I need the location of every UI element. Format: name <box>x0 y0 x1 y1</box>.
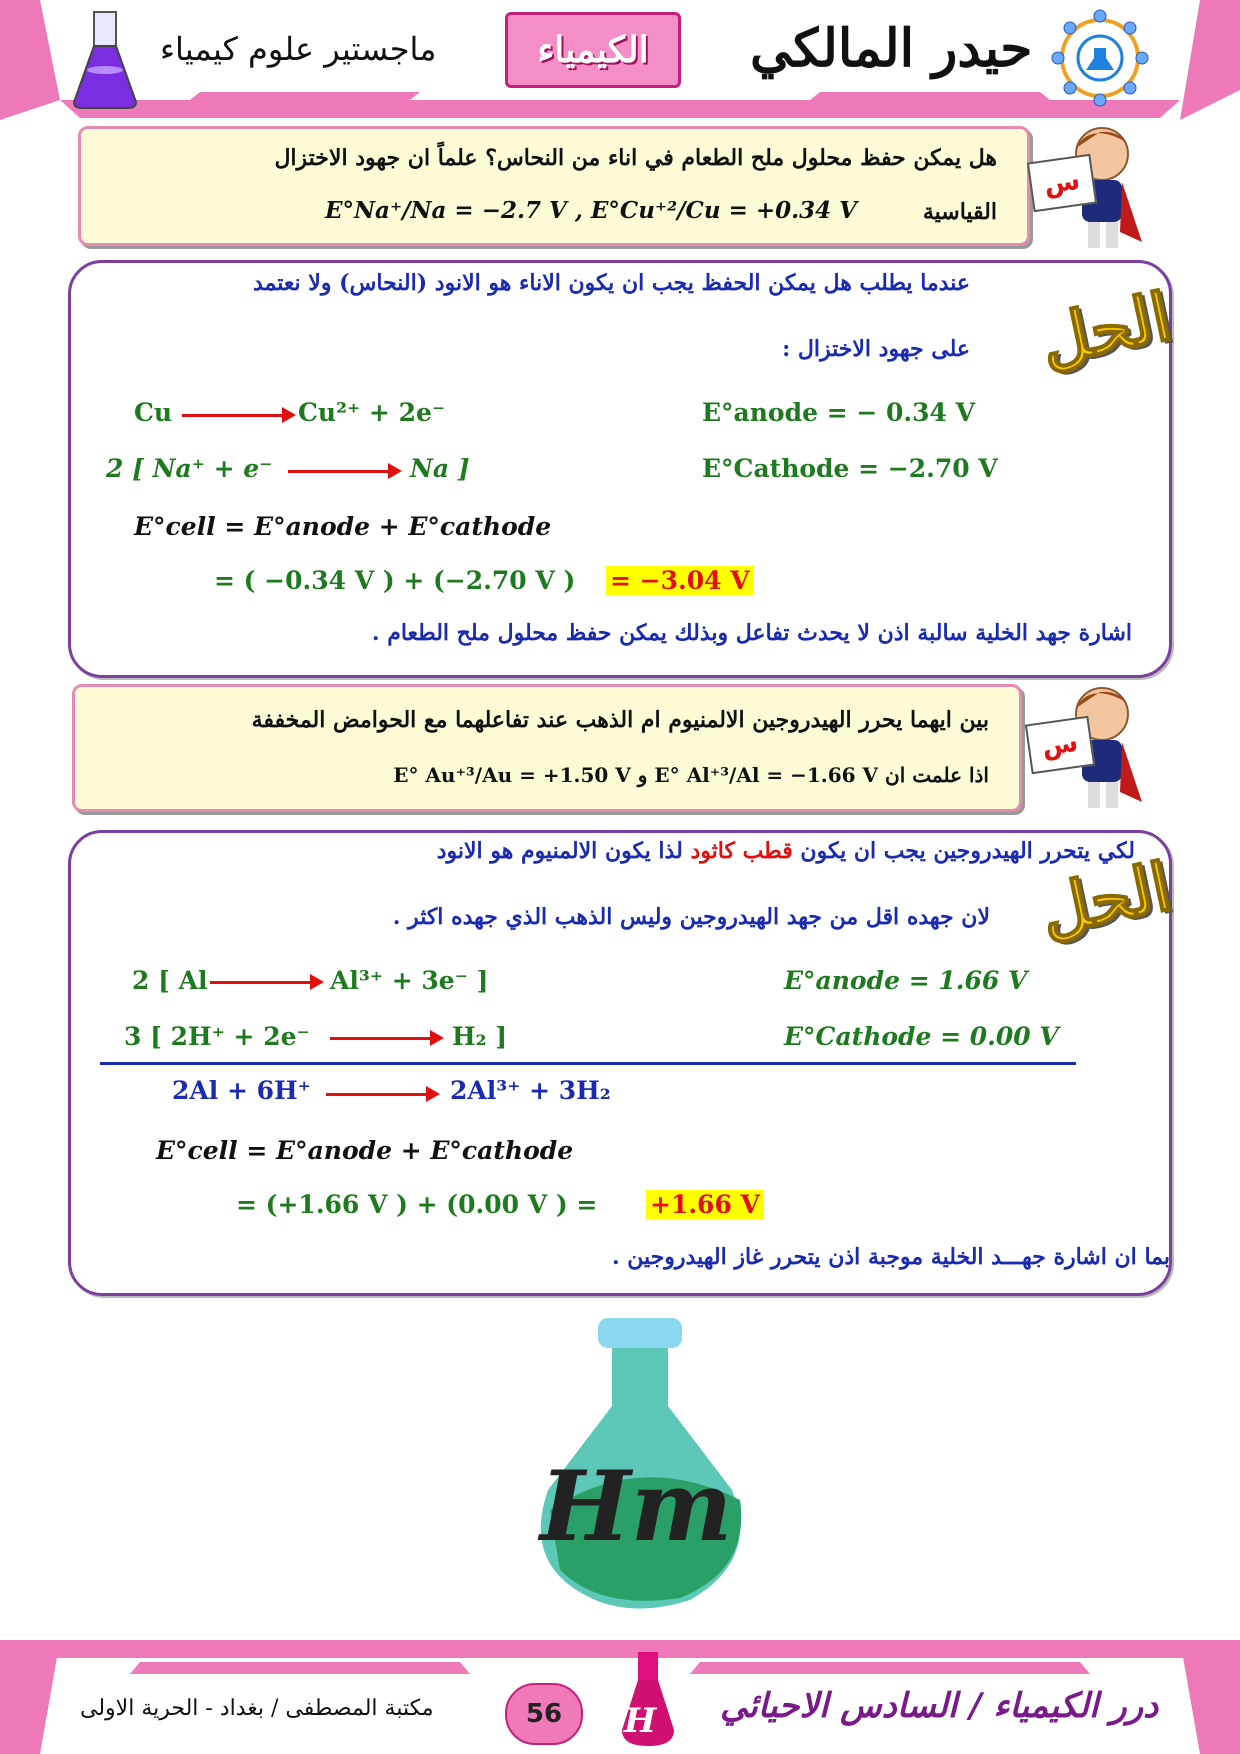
answer-2-text-1-red: قطب كاثود <box>690 838 793 864</box>
answer-1-e-cathode: E°Cathode = −2.70 V <box>702 454 998 483</box>
answer-2-rx3-left: 2Al + 6H⁺ <box>172 1076 311 1105</box>
reaction-arrow-icon <box>326 1093 430 1096</box>
degree-title: ماجستير علوم كيمياء <box>160 30 437 68</box>
flask-icon <box>70 10 140 110</box>
answer-2-text-1-pre: لكي يتحرر الهيدروجين يجب ان يكون <box>800 838 1135 864</box>
logo-letters: Hm <box>540 1450 733 1563</box>
question-2-line-1: بين ايهما يحرر الهيدروجين الالمنيوم ام الذهب عند تفاعلهما مع الحوامض المخففة <box>251 707 989 733</box>
answer-1-badge: الحل <box>1033 277 1178 381</box>
answer-1-rx2-right: Na ] <box>410 454 470 483</box>
question-1-line-2-equation: E°Na⁺/Na = −2.7 V , E°Cu⁺²/Cu = +0.34 V <box>325 197 857 224</box>
answer-1-text-1: عندما يطلب هل يمكن الحفظ يجب ان يكون الاناء هو الانود (النحاس) ولا نعتمد <box>252 270 970 296</box>
answer-2-rx2-left: 3 [ 2H⁺ + 2e⁻ <box>124 1022 310 1051</box>
answer-2-text-1 <box>437 838 1135 864</box>
reaction-arrow-icon <box>182 414 286 417</box>
answer-1-result: = −3.04 V <box>606 566 754 595</box>
footer-library: مكتبة المصطفى / بغداد - الحرية الاولى <box>80 1696 434 1721</box>
question-2-line-2: اذا علمت ان E° Al⁺³/Al = −1.66 V و E° Au⁺³/Au = +1.50 V <box>393 763 989 787</box>
answer-1-rx1-left: Cu <box>134 398 173 427</box>
page-number: 56 <box>505 1683 583 1745</box>
answer-1-formula: E°cell = E°anode + E°cathode <box>134 512 552 541</box>
subject-title: الكيمياء <box>505 12 681 88</box>
answer-2-formula: E°cell = E°anode + E°cathode <box>156 1136 574 1165</box>
answer-2-text-2: لان جهده اقل من جهد الهيدروجين وليس الذهب الذي جهده اكثر . <box>392 904 990 930</box>
answer-2-result: +1.66 V <box>646 1190 764 1219</box>
header <box>0 0 1240 120</box>
answer-1-rx2-left: 2 [ Na⁺ + e⁻ <box>106 454 273 483</box>
hm-flask-logo <box>520 1310 760 1620</box>
answer-2-e-anode: E°anode = 1.66 V <box>784 966 1028 995</box>
small-flask-logo-icon <box>618 1650 678 1750</box>
answer-2-rx3-right: 2Al³⁺ + 3H₂ <box>450 1076 611 1105</box>
sum-divider-line <box>100 1062 1076 1065</box>
answer-2-text-1-post: لذا يكون الالمنيوم هو الانود <box>436 838 683 864</box>
footer-book-title: درر الكيمياء / السادس الاحيائي <box>720 1686 1159 1726</box>
question-1-box <box>78 126 1030 246</box>
answer-1-rx1-right: Cu²⁺ + 2e⁻ <box>298 398 446 427</box>
answer-2-rx2-right: H₂ ] <box>452 1022 508 1051</box>
question-2-box <box>72 684 1022 812</box>
reaction-arrow-icon <box>288 470 392 473</box>
answer-1-e-anode: E°anode = − 0.34 V <box>702 398 975 427</box>
reaction-arrow-icon <box>330 1037 434 1040</box>
answer-1-text-2: على جهود الاختزال : <box>782 336 970 362</box>
question-1-badge: س <box>1027 154 1097 212</box>
molecule-logo-icon <box>1050 8 1150 108</box>
answer-1-calc: = ( −0.34 V ) + (−2.70 V ) <box>214 566 576 595</box>
answer-2-rx1-left: 2 [ Al <box>132 966 208 995</box>
answer-2-calc: = (+1.66 V ) + (0.00 V ) = <box>236 1190 598 1219</box>
svg-text:H: H <box>624 1701 657 1741</box>
answer-2-badge: الحل <box>1033 847 1178 951</box>
answer-2-rx1-right: Al³⁺ + 3e⁻ ] <box>330 966 489 995</box>
question-2-badge: س <box>1025 716 1095 774</box>
question-1-line-1: هل يمكن حفظ محلول ملح الطعام في اناء من النحاس؟ علماً ان جهود الاختزال <box>274 145 997 171</box>
answer-1-conclusion: اشارة جهد الخلية سالبة اذن لا يحدث تفاعل وبذلك يمكن حفظ محلول ملح الطعام . <box>371 620 1132 646</box>
answer-2-e-cathode: E°Cathode = 0.00 V <box>784 1022 1059 1051</box>
question-1-line-2-label: القياسية <box>922 199 997 225</box>
reaction-arrow-icon <box>210 981 314 984</box>
answer-2-conclusion: بما ان اشارة جهـــد الخلية موجبة اذن يتحرر غاز الهيدروجين . <box>611 1244 1170 1270</box>
author-name: حيدر المالكي <box>750 18 1033 79</box>
